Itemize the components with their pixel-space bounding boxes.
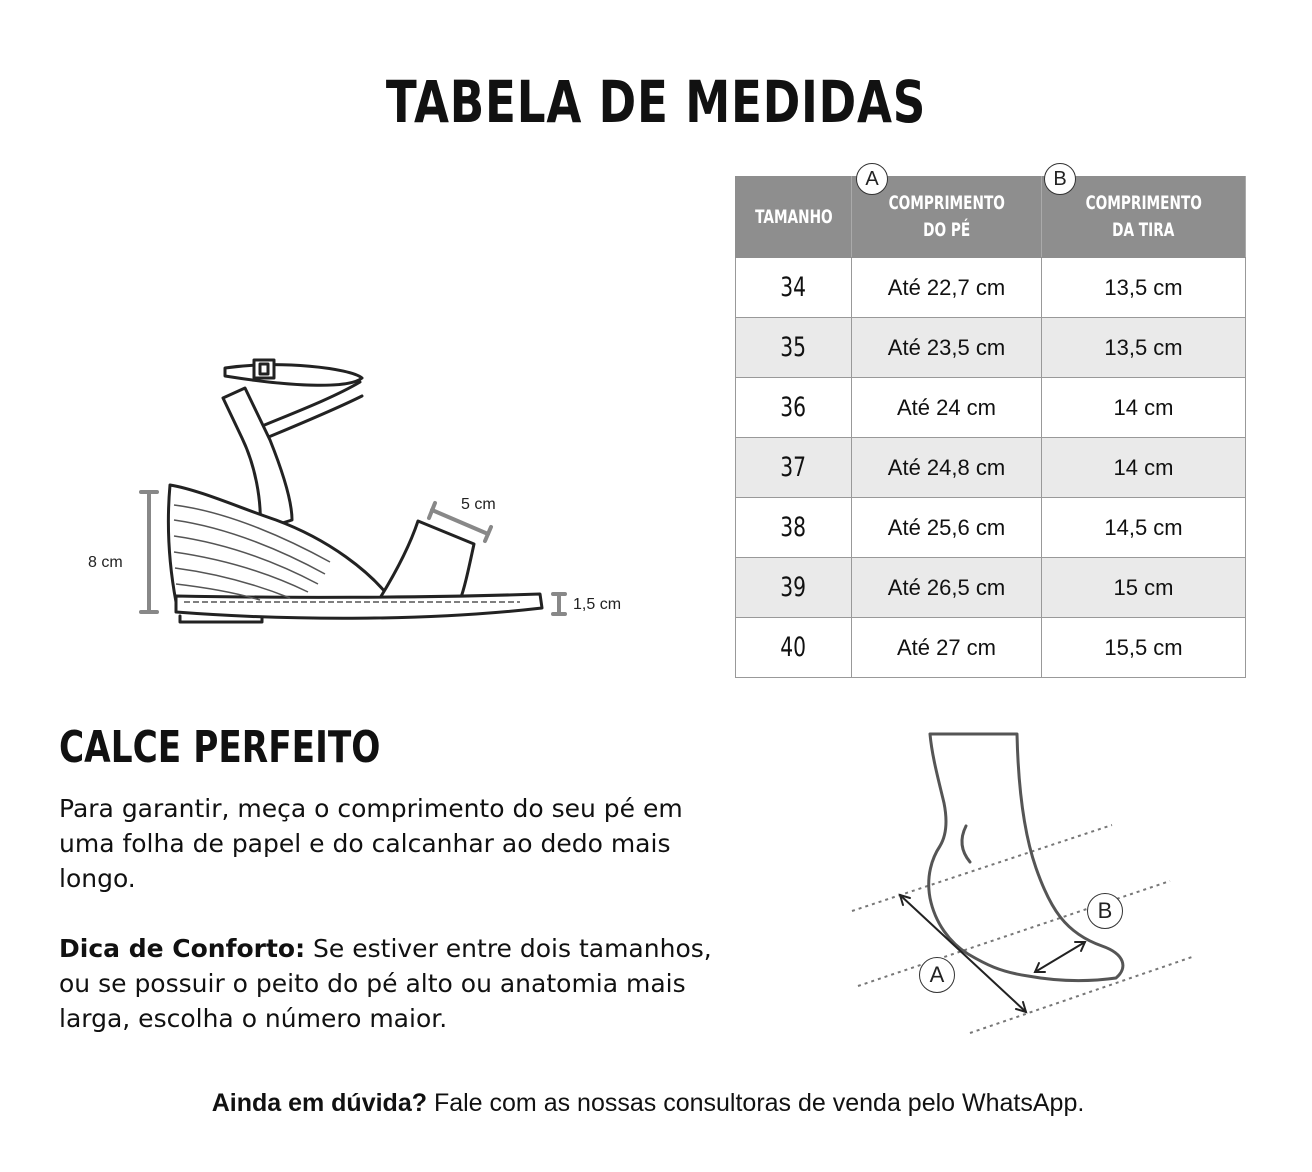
badge-b: B <box>1044 163 1076 195</box>
cell-strap-length: 15 cm <box>1042 558 1246 618</box>
foot-drawing <box>840 728 1220 1048</box>
header-foot-length <box>852 168 1042 258</box>
size-chart-table <box>735 168 1246 678</box>
comfort-tip-label: Dica de Conforto: <box>59 934 306 963</box>
foot-badge-a: A <box>919 957 955 993</box>
cell-size: 35 <box>736 318 852 378</box>
cell-size: 39 <box>736 558 852 618</box>
header-size-label: TAMANHO <box>754 205 833 228</box>
cell-foot-length: Até 27 cm <box>852 618 1042 678</box>
table-row <box>736 438 1246 498</box>
page-title: TABELA DE MEDIDAS <box>385 68 927 136</box>
badge-a: A <box>856 163 888 195</box>
footer-bold: Ainda em dúvida? <box>211 1089 427 1117</box>
sandal-drawing <box>80 340 660 640</box>
cell-size: 38 <box>736 498 852 558</box>
footer-text: Fale com as nossas consultoras de venda pelo WhatsApp. <box>427 1089 1085 1117</box>
comfort-tip-text: Se estiver entre dois tamanhos, ou se possuir o peito do pé alto ou anatomia mais larga, escolha o número maior. <box>59 934 712 1033</box>
cell-foot-length: Até 23,5 cm <box>852 318 1042 378</box>
header-size <box>736 177 852 258</box>
table-row <box>736 618 1246 678</box>
cell-strap-length: 14 cm <box>1042 378 1246 438</box>
cell-strap-length: 13,5 cm <box>1042 318 1246 378</box>
table-row <box>736 318 1246 378</box>
cell-foot-length: Até 24 cm <box>852 378 1042 438</box>
cell-foot-length: Até 26,5 cm <box>852 558 1042 618</box>
header-strap-length-line1: COMPRIMENTO <box>1085 192 1202 214</box>
table-header-row <box>736 177 1246 258</box>
cell-strap-length: 14 cm <box>1042 438 1246 498</box>
footer-contact <box>0 1089 1296 1118</box>
cell-size: 37 <box>736 438 852 498</box>
table-row <box>736 378 1246 438</box>
table-row <box>736 258 1246 318</box>
fit-section-title: CALCE PERFEITO <box>59 722 381 773</box>
table-row <box>736 498 1246 558</box>
cell-foot-length: Até 22,7 cm <box>852 258 1042 318</box>
cell-strap-length: 13,5 cm <box>1042 258 1246 318</box>
cell-strap-length: 15,5 cm <box>1042 618 1246 678</box>
cell-size: 36 <box>736 378 852 438</box>
platform-height-label: 1,5 cm <box>573 596 622 613</box>
strap-width-label: 5 cm <box>461 496 496 513</box>
header-foot-length-line2: DO PÉ <box>922 219 971 241</box>
cell-foot-length: Até 25,6 cm <box>852 498 1042 558</box>
foot-badge-b: B <box>1087 893 1123 929</box>
header-strap-length-line2: DA TIRA <box>1112 219 1175 241</box>
fit-instructions: Para garantir, meça o comprimento do seu pé em uma folha de papel e do calcanhar ao dedo mais longo. <box>59 794 683 893</box>
table-row <box>736 558 1246 618</box>
heel-height-label: 8 cm <box>88 554 123 571</box>
cell-strap-length: 14,5 cm <box>1042 498 1246 558</box>
header-foot-length-line1: COMPRIMENTO <box>888 192 1005 214</box>
cell-size: 34 <box>736 258 852 318</box>
cell-foot-length: Até 24,8 cm <box>852 438 1042 498</box>
comfort-tip <box>59 931 739 1036</box>
cell-size: 40 <box>736 618 852 678</box>
wedge-sandal-illustration <box>80 340 660 640</box>
header-strap-length <box>1042 168 1246 258</box>
foot-measurement-diagram <box>840 728 1220 1048</box>
